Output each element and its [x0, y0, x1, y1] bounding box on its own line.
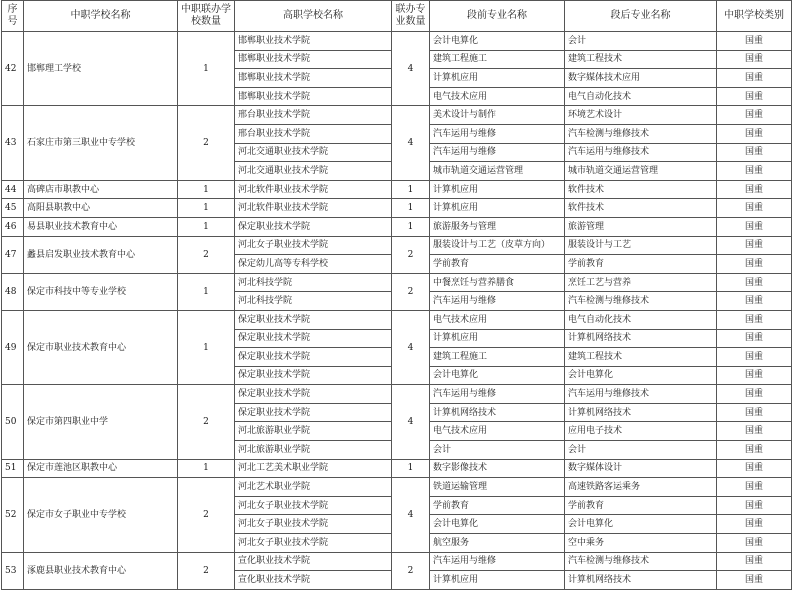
school-name: 高阳县职教中心	[24, 199, 178, 218]
header-post-major: 段后专业名称	[565, 1, 717, 32]
college-name: 保定职业技术学院	[235, 329, 392, 348]
post-major: 软件技术	[565, 180, 717, 199]
table-row	[2, 217, 792, 236]
school-category: 国重	[717, 106, 792, 125]
major-count: 4	[392, 385, 430, 459]
pre-major: 旅游服务与管理	[430, 217, 565, 236]
post-major: 汽车运用与维修技术	[565, 143, 717, 162]
school-category: 国重	[717, 385, 792, 404]
major-count: 1	[392, 199, 430, 218]
school-category: 国重	[717, 552, 792, 571]
school-name: 保定市莲池区职教中心	[24, 459, 178, 478]
table-row	[2, 459, 792, 478]
college-name: 邯郸职业技术学院	[235, 87, 392, 106]
post-major: 计算机网络技术	[565, 403, 717, 422]
school-category: 国重	[717, 87, 792, 106]
pre-major: 电气技术应用	[430, 87, 565, 106]
pre-major: 计算机应用	[430, 329, 565, 348]
table-row	[2, 199, 792, 218]
pre-major: 计算机网络技术	[430, 403, 565, 422]
post-major: 城市轨道交通运营管理	[565, 162, 717, 181]
pre-major: 汽车运用与维修	[430, 552, 565, 571]
college-name: 河北软件职业技术学院	[235, 199, 392, 218]
school-category: 国重	[717, 534, 792, 553]
pre-major: 铁道运输管理	[430, 478, 565, 497]
school-category: 国重	[717, 292, 792, 311]
college-name: 宣化职业技术学院	[235, 571, 392, 590]
partner-count: 1	[178, 180, 235, 199]
pre-major: 会计电算化	[430, 515, 565, 534]
pre-major: 汽车运用与维修	[430, 124, 565, 143]
school-category: 国重	[717, 496, 792, 515]
school-name: 保定市女子职业中专学校	[24, 478, 178, 552]
school-name: 易县职业技术教育中心	[24, 217, 178, 236]
pre-major: 计算机应用	[430, 571, 565, 590]
row-number: 51	[2, 459, 24, 478]
post-major: 学前教育	[565, 255, 717, 274]
school-category: 国重	[717, 571, 792, 590]
school-category: 国重	[717, 255, 792, 274]
college-name: 保定职业技术学院	[235, 217, 392, 236]
header-majors: 联办专业数量	[392, 1, 430, 32]
post-major: 汽车运用与维修技术	[565, 385, 717, 404]
post-major: 电气自动化技术	[565, 310, 717, 329]
table-row	[2, 552, 792, 571]
pre-major: 电气技术应用	[430, 422, 565, 441]
college-name: 河北女子职业技术学院	[235, 515, 392, 534]
school-name: 石家庄市第三职业中专学校	[24, 106, 178, 180]
college-name: 河北科技学院	[235, 273, 392, 292]
pre-major: 中餐烹饪与营养膳食	[430, 273, 565, 292]
post-major: 汽车检测与维修技术	[565, 124, 717, 143]
post-major: 服装设计与工艺	[565, 236, 717, 255]
college-name: 宣化职业技术学院	[235, 552, 392, 571]
school-category: 国重	[717, 348, 792, 367]
post-major: 烹饪工艺与营养	[565, 273, 717, 292]
pre-major: 电气技术应用	[430, 310, 565, 329]
partner-count: 1	[178, 32, 235, 106]
pre-major: 数字影像技术	[430, 459, 565, 478]
school-category: 国重	[717, 50, 792, 69]
school-category: 国重	[717, 124, 792, 143]
header-row	[2, 1, 792, 32]
school-category: 国重	[717, 199, 792, 218]
college-name: 邯郸职业技术学院	[235, 69, 392, 88]
pre-major: 美术设计与制作	[430, 106, 565, 125]
post-major: 数字媒体技术应用	[565, 69, 717, 88]
school-category: 国重	[717, 143, 792, 162]
post-major: 旅游管理	[565, 217, 717, 236]
post-major: 计算机网络技术	[565, 571, 717, 590]
post-major: 会计	[565, 32, 717, 51]
college-name: 保定职业技术学院	[235, 348, 392, 367]
row-number: 45	[2, 199, 24, 218]
partner-count: 2	[178, 478, 235, 552]
table-row	[2, 478, 792, 497]
pre-major: 计算机应用	[430, 199, 565, 218]
post-major: 汽车检测与维修技术	[565, 292, 717, 311]
college-name: 河北交通职业技术学院	[235, 162, 392, 181]
pre-major: 学前教育	[430, 496, 565, 515]
partner-count: 1	[178, 199, 235, 218]
major-count: 1	[392, 459, 430, 478]
college-name: 河北交通职业技术学院	[235, 143, 392, 162]
post-major: 计算机网络技术	[565, 329, 717, 348]
pre-major: 建筑工程施工	[430, 50, 565, 69]
post-major: 会计	[565, 441, 717, 460]
table-row	[2, 106, 792, 125]
major-count: 2	[392, 236, 430, 273]
pre-major: 城市轨道交通运营管理	[430, 162, 565, 181]
header-count: 中职联办学校数量	[178, 1, 235, 32]
table-body	[2, 32, 792, 590]
post-major: 空中乘务	[565, 534, 717, 553]
college-name: 河北艺术职业学院	[235, 478, 392, 497]
pre-major: 计算机应用	[430, 180, 565, 199]
post-major: 学前教育	[565, 496, 717, 515]
school-category: 国重	[717, 236, 792, 255]
header-no: 序号	[2, 1, 24, 32]
partner-count: 2	[178, 106, 235, 180]
school-table	[1, 0, 792, 590]
post-major: 环境艺术设计	[565, 106, 717, 125]
post-major: 会计电算化	[565, 515, 717, 534]
header-category: 中职学校类别	[717, 1, 792, 32]
post-major: 高速铁路客运乘务	[565, 478, 717, 497]
college-name: 邢台职业技术学院	[235, 106, 392, 125]
school-category: 国重	[717, 217, 792, 236]
school-category: 国重	[717, 422, 792, 441]
college-name: 邢台职业技术学院	[235, 124, 392, 143]
post-major: 应用电子技术	[565, 422, 717, 441]
row-number: 50	[2, 385, 24, 459]
school-category: 国重	[717, 310, 792, 329]
college-name: 河北软件职业技术学院	[235, 180, 392, 199]
major-count: 1	[392, 217, 430, 236]
post-major: 数字媒体设计	[565, 459, 717, 478]
post-major: 建筑工程技术	[565, 348, 717, 367]
pre-major: 学前教育	[430, 255, 565, 274]
major-count: 4	[392, 310, 430, 384]
major-count: 4	[392, 32, 430, 106]
partner-count: 2	[178, 385, 235, 459]
major-count: 2	[392, 273, 430, 310]
school-name: 高碑店市职教中心	[24, 180, 178, 199]
school-category: 国重	[717, 329, 792, 348]
header-pre-major: 段前专业名称	[430, 1, 565, 32]
college-name: 保定职业技术学院	[235, 310, 392, 329]
post-major: 软件技术	[565, 199, 717, 218]
school-category: 国重	[717, 32, 792, 51]
school-category: 国重	[717, 459, 792, 478]
college-name: 邯郸职业技术学院	[235, 32, 392, 51]
college-name: 保定职业技术学院	[235, 385, 392, 404]
row-number: 53	[2, 552, 24, 589]
major-count: 2	[392, 552, 430, 589]
school-category: 国重	[717, 162, 792, 181]
row-number: 48	[2, 273, 24, 310]
college-name: 保定职业技术学院	[235, 403, 392, 422]
partner-count: 2	[178, 552, 235, 589]
partner-count: 2	[178, 236, 235, 273]
table-row	[2, 180, 792, 199]
table-row	[2, 273, 792, 292]
post-major: 汽车检测与维修技术	[565, 552, 717, 571]
college-name: 河北女子职业技术学院	[235, 534, 392, 553]
row-number: 52	[2, 478, 24, 552]
row-number: 47	[2, 236, 24, 273]
partner-count: 1	[178, 310, 235, 384]
college-name: 河北女子职业技术学院	[235, 496, 392, 515]
row-number: 46	[2, 217, 24, 236]
school-category: 国重	[717, 180, 792, 199]
school-name: 保定市职业技术教育中心	[24, 310, 178, 384]
college-name: 河北科技学院	[235, 292, 392, 311]
row-number: 44	[2, 180, 24, 199]
college-name: 河北女子职业技术学院	[235, 236, 392, 255]
school-category: 国重	[717, 273, 792, 292]
college-name: 保定幼儿高等专科学校	[235, 255, 392, 274]
pre-major: 会计电算化	[430, 32, 565, 51]
partner-count: 1	[178, 459, 235, 478]
row-number: 49	[2, 310, 24, 384]
table-row	[2, 32, 792, 51]
school-category: 国重	[717, 478, 792, 497]
school-category: 国重	[717, 366, 792, 385]
pre-major: 汽车运用与维修	[430, 143, 565, 162]
school-name: 蠡县启发职业技术教育中心	[24, 236, 178, 273]
pre-major: 服装设计与工艺（皮草方向）	[430, 236, 565, 255]
college-name: 保定职业技术学院	[235, 366, 392, 385]
pre-major: 航空服务	[430, 534, 565, 553]
school-category: 国重	[717, 403, 792, 422]
header-college: 高职学校名称	[235, 1, 392, 32]
pre-major: 汽车运用与维修	[430, 385, 565, 404]
major-count: 4	[392, 106, 430, 180]
post-major: 会计电算化	[565, 366, 717, 385]
school-category: 国重	[717, 69, 792, 88]
major-count: 4	[392, 478, 430, 552]
college-name: 邯郸职业技术学院	[235, 50, 392, 69]
header-school: 中职学校名称	[24, 1, 178, 32]
major-count: 1	[392, 180, 430, 199]
post-major: 电气自动化技术	[565, 87, 717, 106]
row-number: 42	[2, 32, 24, 106]
school-name: 涿鹿县职业技术教育中心	[24, 552, 178, 589]
pre-major: 计算机应用	[430, 69, 565, 88]
college-name: 河北旅游职业学院	[235, 422, 392, 441]
school-name: 保定市科技中等专业学校	[24, 273, 178, 310]
table-row	[2, 310, 792, 329]
college-name: 河北旅游职业学院	[235, 441, 392, 460]
pre-major: 建筑工程施工	[430, 348, 565, 367]
school-category: 国重	[717, 441, 792, 460]
table-row	[2, 236, 792, 255]
row-number: 43	[2, 106, 24, 180]
pre-major: 汽车运用与维修	[430, 292, 565, 311]
pre-major: 会计电算化	[430, 366, 565, 385]
pre-major: 会计	[430, 441, 565, 460]
school-name: 保定市第四职业中学	[24, 385, 178, 459]
college-name: 河北工艺美术职业学院	[235, 459, 392, 478]
table-row	[2, 385, 792, 404]
partner-count: 1	[178, 217, 235, 236]
partner-count: 1	[178, 273, 235, 310]
post-major: 建筑工程技术	[565, 50, 717, 69]
school-name: 邯郸理工学校	[24, 32, 178, 106]
school-category: 国重	[717, 515, 792, 534]
